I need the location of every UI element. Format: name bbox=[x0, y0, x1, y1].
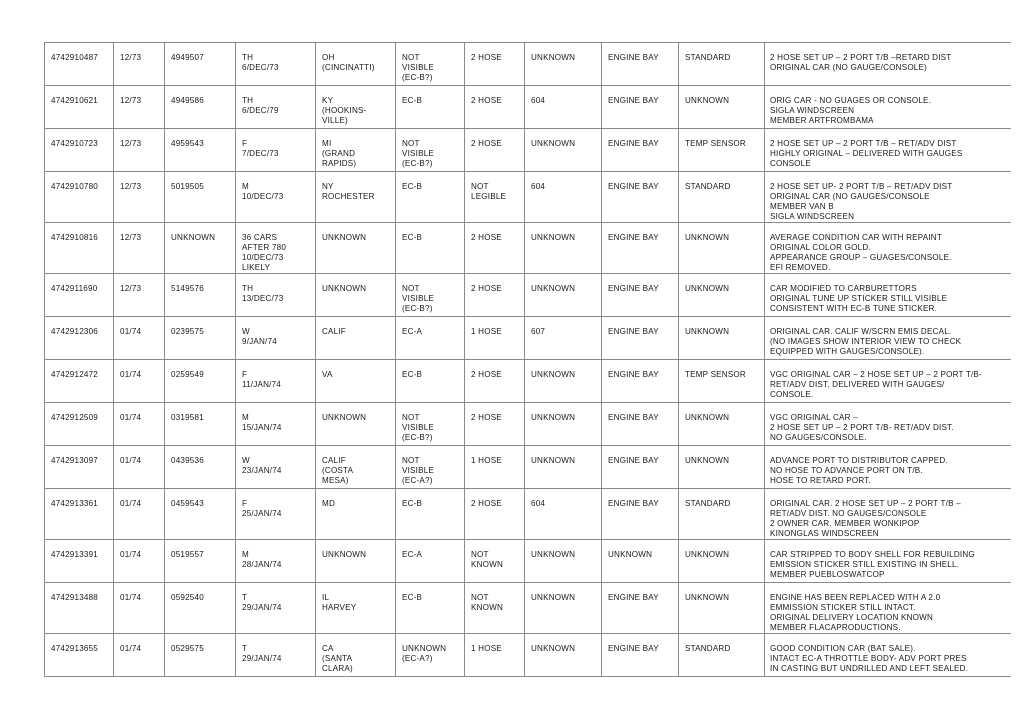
option-cell: UNKNOWN bbox=[679, 403, 765, 446]
build-date-cell: 01/74 bbox=[114, 403, 165, 446]
part-number-cell: 604 bbox=[525, 86, 602, 129]
delivery-location-cell: UNKNOWN bbox=[316, 540, 396, 583]
part-number-cell: UNKNOWN bbox=[525, 360, 602, 403]
part-number-cell: UNKNOWN bbox=[525, 223, 602, 274]
sticker-location-cell: ENGINE BAY bbox=[602, 403, 679, 446]
vin-cell: 4742912509 bbox=[45, 403, 114, 446]
notes-cell: VGC ORIGINAL CAR – 2 HOSE SET UP – 2 PORT T/B- RET/ADV DIST. NO GAUGES/CONSOLE. bbox=[765, 403, 1011, 446]
build-date-cell: 12/73 bbox=[114, 129, 165, 172]
emission-code-cell: EC-B bbox=[396, 489, 465, 540]
sticker-location-cell: ENGINE BAY bbox=[602, 446, 679, 489]
notes-cell: VGC ORIGINAL CAR – 2 HOSE SET UP – 2 PORT T/B- RET/ADV DIST. DELIVERED WITH GAUGES/ CONSOLE. bbox=[765, 360, 1011, 403]
production-date-cell: TH 13/DEC/73 bbox=[236, 274, 316, 317]
option-cell: UNKNOWN bbox=[679, 223, 765, 274]
notes-cell: ENGINE HAS BEEN REPLACED WITH A 2.0 EMMISSION STICKER STILL INTACT. ORIGINAL DELIVERY LOCATION KNOWN MEMBER FLACAPRODUCTIONS. bbox=[765, 583, 1011, 634]
table-row bbox=[45, 172, 1011, 223]
delivery-location-cell: NY ROCHESTER bbox=[316, 172, 396, 223]
serial-number-cell: 0519557 bbox=[165, 540, 236, 583]
serial-number-cell: 4949586 bbox=[165, 86, 236, 129]
build-date-cell: 12/73 bbox=[114, 223, 165, 274]
hose-setup-cell: 2 HOSE bbox=[465, 360, 525, 403]
hose-setup-cell: 2 HOSE bbox=[465, 489, 525, 540]
emission-code-cell: EC-B bbox=[396, 583, 465, 634]
vin-cell: 4742911690 bbox=[45, 274, 114, 317]
notes-cell: ADVANCE PORT TO DISTRIBUTOR CAPPED. NO HOSE TO ADVANCE PORT ON T/B. HOSE TO RETARD PORT. bbox=[765, 446, 1011, 489]
vin-cell: 4742910621 bbox=[45, 86, 114, 129]
part-number-cell: UNKNOWN bbox=[525, 403, 602, 446]
delivery-location-cell: CA (SANTA CLARA) bbox=[316, 634, 396, 677]
option-cell: STANDARD bbox=[679, 172, 765, 223]
build-date-cell: 12/73 bbox=[114, 86, 165, 129]
option-cell: TEMP SENSOR bbox=[679, 129, 765, 172]
part-number-cell: UNKNOWN bbox=[525, 129, 602, 172]
hose-setup-cell: 2 HOSE bbox=[465, 86, 525, 129]
delivery-location-cell: OH (CINCINATTI) bbox=[316, 43, 396, 86]
option-cell: TEMP SENSOR bbox=[679, 360, 765, 403]
notes-cell: CAR MODIFIED TO CARBURETTORS ORIGINAL TUNE UP STICKER STILL VISIBLE CONSISTENT WITH EC-B TUNE STICKER. bbox=[765, 274, 1011, 317]
build-date-cell: 01/74 bbox=[114, 540, 165, 583]
vin-cell: 4742913361 bbox=[45, 489, 114, 540]
serial-number-cell: 0319581 bbox=[165, 403, 236, 446]
hose-setup-cell: 2 HOSE bbox=[465, 223, 525, 274]
serial-number-cell: 5019505 bbox=[165, 172, 236, 223]
notes-cell: 2 HOSE SET UP – 2 PORT T/B –RETARD DIST ORIGINAL CAR (NO GAUGE/CONSOLE) bbox=[765, 43, 1011, 86]
build-date-cell: 12/73 bbox=[114, 274, 165, 317]
table-row bbox=[45, 583, 1011, 634]
option-cell: STANDARD bbox=[679, 489, 765, 540]
sticker-location-cell: UNKNOWN bbox=[602, 540, 679, 583]
emission-code-cell: UNKNOWN (EC-A?) bbox=[396, 634, 465, 677]
hose-setup-cell: 2 HOSE bbox=[465, 274, 525, 317]
notes-cell: AVERAGE CONDITION CAR WITH REPAINT ORIGINAL COLOR GOLD. APPEARANCE GROUP – GUAGES/CONSOLE. EFI REMOVED. bbox=[765, 223, 1011, 274]
notes-cell: 2 HOSE SET UP- 2 PORT T/B – RET/ADV DIST ORIGINAL CAR (NO GAUGES/CONSOLE MEMBER VAN B SIGLA WINDSCREEN bbox=[765, 172, 1011, 223]
production-date-cell: T 29/JAN/74 bbox=[236, 583, 316, 634]
vin-cell: 4742913391 bbox=[45, 540, 114, 583]
emission-code-cell: EC-B bbox=[396, 172, 465, 223]
vin-cell: 4742913097 bbox=[45, 446, 114, 489]
part-number-cell: 607 bbox=[525, 317, 602, 360]
hose-setup-cell: 2 HOSE bbox=[465, 129, 525, 172]
serial-number-cell: 5149576 bbox=[165, 274, 236, 317]
option-cell: UNKNOWN bbox=[679, 540, 765, 583]
part-number-cell: UNKNOWN bbox=[525, 274, 602, 317]
part-number-cell: UNKNOWN bbox=[525, 446, 602, 489]
hose-setup-cell: 1 HOSE bbox=[465, 446, 525, 489]
table-row bbox=[45, 446, 1011, 489]
part-number-cell: 604 bbox=[525, 172, 602, 223]
delivery-location-cell: CALIF (COSTA MESA) bbox=[316, 446, 396, 489]
hose-setup-cell: 2 HOSE bbox=[465, 403, 525, 446]
emission-code-cell: NOT VISIBLE (EC-B?) bbox=[396, 129, 465, 172]
production-date-cell: TH 6/DEC/73 bbox=[236, 43, 316, 86]
production-date-cell: W 23/JAN/74 bbox=[236, 446, 316, 489]
part-number-cell: UNKNOWN bbox=[525, 540, 602, 583]
emission-code-cell: EC-B bbox=[396, 360, 465, 403]
build-date-cell: 01/74 bbox=[114, 360, 165, 403]
serial-number-cell: 4949507 bbox=[165, 43, 236, 86]
emission-code-cell: EC-A bbox=[396, 540, 465, 583]
sticker-location-cell: ENGINE BAY bbox=[602, 489, 679, 540]
part-number-cell: UNKNOWN bbox=[525, 634, 602, 677]
emission-code-cell: EC-A bbox=[396, 317, 465, 360]
serial-number-cell: 0592540 bbox=[165, 583, 236, 634]
emission-code-cell: NOT VISIBLE (EC-A?) bbox=[396, 446, 465, 489]
option-cell: UNKNOWN bbox=[679, 274, 765, 317]
delivery-location-cell: IL HARVEY bbox=[316, 583, 396, 634]
table-row bbox=[45, 223, 1011, 274]
table-row bbox=[45, 86, 1011, 129]
vin-cell: 4742912306 bbox=[45, 317, 114, 360]
part-number-cell: UNKNOWN bbox=[525, 583, 602, 634]
production-date-cell: F 11/JAN/74 bbox=[236, 360, 316, 403]
sticker-location-cell: ENGINE BAY bbox=[602, 129, 679, 172]
hose-setup-cell: 1 HOSE bbox=[465, 317, 525, 360]
sticker-location-cell: ENGINE BAY bbox=[602, 317, 679, 360]
production-date-cell: M 28/JAN/74 bbox=[236, 540, 316, 583]
sticker-location-cell: ENGINE BAY bbox=[602, 172, 679, 223]
emission-code-cell: NOT VISIBLE (EC-B?) bbox=[396, 43, 465, 86]
option-cell: UNKNOWN bbox=[679, 317, 765, 360]
delivery-location-cell: UNKNOWN bbox=[316, 223, 396, 274]
table-row bbox=[45, 43, 1011, 86]
delivery-location-cell: VA bbox=[316, 360, 396, 403]
production-date-cell: T 29/JAN/74 bbox=[236, 634, 316, 677]
hose-setup-cell: 1 HOSE bbox=[465, 634, 525, 677]
hose-setup-cell: NOT KNOWN bbox=[465, 540, 525, 583]
part-number-cell: 604 bbox=[525, 489, 602, 540]
delivery-location-cell: MI (GRAND RAPIDS) bbox=[316, 129, 396, 172]
sticker-location-cell: ENGINE BAY bbox=[602, 274, 679, 317]
notes-cell: ORIGINAL CAR. CALIF W/SCRN EMIS DECAL. (NO IMAGES SHOW INTERIOR VIEW TO CHECK EQUIPPED WITH GAUGES/CONSOLE). bbox=[765, 317, 1011, 360]
build-date-cell: 01/74 bbox=[114, 446, 165, 489]
production-date-cell: F 25/JAN/74 bbox=[236, 489, 316, 540]
notes-cell: GOOD CONDITION CAR (BAT SALE). INTACT EC-A THROTTLE BODY- ADV PORT PRES IN CASTING BUT UNDRILLED AND LEFT SEALED. bbox=[765, 634, 1011, 677]
serial-number-cell: 0529575 bbox=[165, 634, 236, 677]
vin-cell: 4742913488 bbox=[45, 583, 114, 634]
production-date-cell: F 7/DEC/73 bbox=[236, 129, 316, 172]
table-row bbox=[45, 317, 1011, 360]
table-row bbox=[45, 129, 1011, 172]
vin-cell: 4742913655 bbox=[45, 634, 114, 677]
build-date-cell: 01/74 bbox=[114, 317, 165, 360]
vehicle-register-table bbox=[44, 42, 1011, 677]
production-date-cell: M 10/DEC/73 bbox=[236, 172, 316, 223]
sticker-location-cell: ENGINE BAY bbox=[602, 634, 679, 677]
delivery-location-cell: UNKNOWN bbox=[316, 274, 396, 317]
production-date-cell: 36 CARS AFTER 780 10/DEC/73 LIKELY bbox=[236, 223, 316, 274]
vin-cell: 4742910780 bbox=[45, 172, 114, 223]
table-row bbox=[45, 403, 1011, 446]
option-cell: UNKNOWN bbox=[679, 583, 765, 634]
option-cell: UNKNOWN bbox=[679, 86, 765, 129]
production-date-cell: W 9/JAN/74 bbox=[236, 317, 316, 360]
vin-cell: 4742910487 bbox=[45, 43, 114, 86]
table-row bbox=[45, 540, 1011, 583]
emission-code-cell: EC-B bbox=[396, 86, 465, 129]
notes-cell: 2 HOSE SET UP – 2 PORT T/B – RET/ADV DIST HIGHLY ORIGINAL – DELIVERED WITH GAUGES CONSOLE bbox=[765, 129, 1011, 172]
vin-cell: 4742912472 bbox=[45, 360, 114, 403]
hose-setup-cell: NOT KNOWN bbox=[465, 583, 525, 634]
notes-cell: ORIGINAL CAR. 2 HOSE SET UP – 2 PORT T/B – RET/ADV DIST. NO GAUGES/CONSOLE 2 OWNER CAR. MEMBER WONKIPOP KINONGLAS WINDSCREEN bbox=[765, 489, 1011, 540]
sticker-location-cell: ENGINE BAY bbox=[602, 86, 679, 129]
delivery-location-cell: MD bbox=[316, 489, 396, 540]
notes-cell: CAR STRIPPED TO BODY SHELL FOR REBUILDING EMISSION STICKER STILL EXISTING IN SHELL. MEMBER PUEBLOSWATCOP bbox=[765, 540, 1011, 583]
option-cell: STANDARD bbox=[679, 43, 765, 86]
serial-number-cell: 0239575 bbox=[165, 317, 236, 360]
serial-number-cell: 0439536 bbox=[165, 446, 236, 489]
table-row bbox=[45, 634, 1011, 677]
production-date-cell: M 15/JAN/74 bbox=[236, 403, 316, 446]
hose-setup-cell: 2 HOSE bbox=[465, 43, 525, 86]
table-row bbox=[45, 489, 1011, 540]
sticker-location-cell: ENGINE BAY bbox=[602, 223, 679, 274]
build-date-cell: 12/73 bbox=[114, 43, 165, 86]
notes-cell: ORIG CAR - NO GUAGES OR CONSOLE. SIGLA WINDSCREEN MEMBER ARTFROMBAMA bbox=[765, 86, 1011, 129]
build-date-cell: 01/74 bbox=[114, 634, 165, 677]
serial-number-cell: UNKNOWN bbox=[165, 223, 236, 274]
option-cell: UNKNOWN bbox=[679, 446, 765, 489]
emission-code-cell: NOT VISIBLE (EC-B?) bbox=[396, 274, 465, 317]
table-body bbox=[45, 43, 1011, 677]
delivery-location-cell: CALIF bbox=[316, 317, 396, 360]
serial-number-cell: 0259549 bbox=[165, 360, 236, 403]
build-date-cell: 12/73 bbox=[114, 172, 165, 223]
delivery-location-cell: KY (HOOKINS- VILLE) bbox=[316, 86, 396, 129]
sticker-location-cell: ENGINE BAY bbox=[602, 43, 679, 86]
production-date-cell: TH 6/DEC/79 bbox=[236, 86, 316, 129]
sticker-location-cell: ENGINE BAY bbox=[602, 583, 679, 634]
build-date-cell: 01/74 bbox=[114, 583, 165, 634]
emission-code-cell: EC-B bbox=[396, 223, 465, 274]
hose-setup-cell: NOT LEGIBLE bbox=[465, 172, 525, 223]
sticker-location-cell: ENGINE BAY bbox=[602, 360, 679, 403]
part-number-cell: UNKNOWN bbox=[525, 43, 602, 86]
delivery-location-cell: UNKNOWN bbox=[316, 403, 396, 446]
vin-cell: 4742910816 bbox=[45, 223, 114, 274]
serial-number-cell: 0459543 bbox=[165, 489, 236, 540]
table-row bbox=[45, 360, 1011, 403]
serial-number-cell: 4959543 bbox=[165, 129, 236, 172]
table-row bbox=[45, 274, 1011, 317]
vin-cell: 4742910723 bbox=[45, 129, 114, 172]
emission-code-cell: NOT VISIBLE (EC-B?) bbox=[396, 403, 465, 446]
option-cell: STANDARD bbox=[679, 634, 765, 677]
build-date-cell: 01/74 bbox=[114, 489, 165, 540]
